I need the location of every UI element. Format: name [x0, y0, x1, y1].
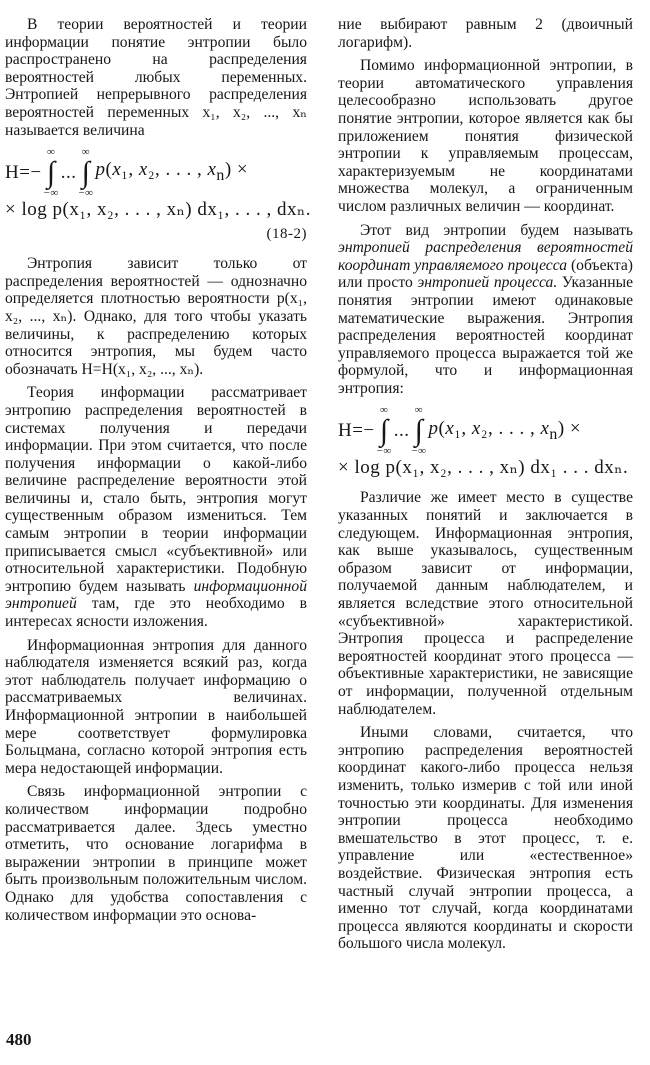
formula-line: × log p(x₁, x₂, . . . , xₙ) dx₁, . . . , dxₙ.: [5, 199, 311, 221]
paragraph: Помимо информационной энтропии, в теории автоматического управления целесообразно использовать другое понятие энтропии, которое является как бы приложением понятия физической энтропии к управляемым процессам, характеризуемым не координатами множества молекул, а ограниченным числом различных величин — координат.: [338, 57, 633, 215]
paragraph: Иными словами, считается, что энтропию распределения вероятностей координат какого-либо процесса нельзя изменить, только измерив с той или иной точностью эти координаты. Для изменения энтропии процесса необходимо вмешательство в этот процесс, т. е. управление или «естественное» воздействие. Физическая энтропия есть частный случай энтропии процесса, а именно тот случай, когда координатами процесса являются координаты и скорости большого числа молекул.: [338, 724, 633, 953]
integral-sign: ∞ ∫ −∞: [376, 404, 392, 458]
paragraph: Информационная энтропия для данного наблюдателя изменяется всякий раз, когда этот наблюдатель получает информацию о рассматриваемых величинах. Информационной энтропии в наибольшей мере соответствует формулировка Больцмана, согласно которой энтропия есть мера недостающей информации.: [5, 636, 307, 777]
paragraph: ние выбирают равным 2 (двоичный логарифм).: [338, 16, 633, 51]
entropy-process-formula: [338, 405, 633, 479]
entropy-formula-18-2: [5, 146, 311, 245]
paragraph: Энтропия зависит только от распределения вероятностей — однозначно определяется плотностью вероятности p(x₁, x₂, ..., xₙ). Однако, для того чтобы указать величины, к распределению которых относится энтропия, мы будем часто обозначать H=H(x₁, x₂, ..., xₙ).: [5, 255, 307, 378]
page-number: 480: [6, 1030, 32, 1049]
paragraph: Связь информационной энтропии с количеством информации подробно рассматривается далее. Здесь уместно отметить, что основание логарифма в выражении энтропии в принципе может быть произвольным положительным числом. Однако для удобства сопоставления с количеством информации это основа-: [5, 783, 307, 924]
paragraph: Этот вид энтропии будем называть энтропией распределения вероятностей координат управляемого процесса (объекта) или просто энтропией процесса. Указанные понятия энтропии имеют одинаковые математические выражения. Энтропия распределения вероятностей координат управляемого процесса выражается той же формулой, что и информационная энтропия:: [338, 221, 633, 397]
right-column: [338, 16, 633, 959]
formula-line: H=− ∞ ∫ −∞ ... ∞ ∫ −∞ p(x₁, x₂, . . . , $x_n$) ×: [5, 146, 249, 200]
formula-line: H=− ∞ ∫ −∞ ... ∞ ∫ −∞ p(x₁, x₂, . . . , $x_n$) ×: [338, 404, 582, 458]
left-column: [5, 16, 311, 930]
paragraph: Теория информации рассматривает энтропию распределения вероятностей в системах получения и передачи информации. При этом считается, что после получения информации о какой-либо величине распределение вероятности этой величины и, стало быть, энтропия могут существенным образом измениться. Тем самым энтропии в теории информации приписывается смысл «субъективной» или относительной характеристики. Подобную энтропию будем называть информационной энтропией там, где это необходимо в интересах ясности изложения.: [5, 384, 307, 631]
integral-sign: ∞ ∫ −∞: [78, 146, 94, 200]
paragraph: В теории вероятностей и теории информации понятие энтропии было распространено на распределения вероятностей любых переменных. Энтропией непрерывного распределения вероятностей переменных x₁, x₂, ..., xₙ называется величина: [5, 16, 307, 139]
integral-sign: ∞ ∫ −∞: [43, 146, 59, 200]
paragraph: Различие же имеет место в существе указанных понятий и заключается в следующем. Информационная энтропия, как выше указывалось, существенным образом зависит от информации, получаемой данным наблюдателем, и является вследствие этого относительной «субъективной» характеристикой. Энтропия процесса и распределение вероятностей координат этого процесса — объективные характеристики, не зависящие от информации, полученной отдельным наблюдателем.: [338, 489, 633, 718]
integral-sign: ∞ ∫ −∞: [411, 404, 427, 458]
equation-number: (18-2): [266, 226, 307, 243]
formula-line: × log p(x₁, x₂, . . . , xₙ) dx₁ . . . dxₙ.: [338, 457, 629, 479]
